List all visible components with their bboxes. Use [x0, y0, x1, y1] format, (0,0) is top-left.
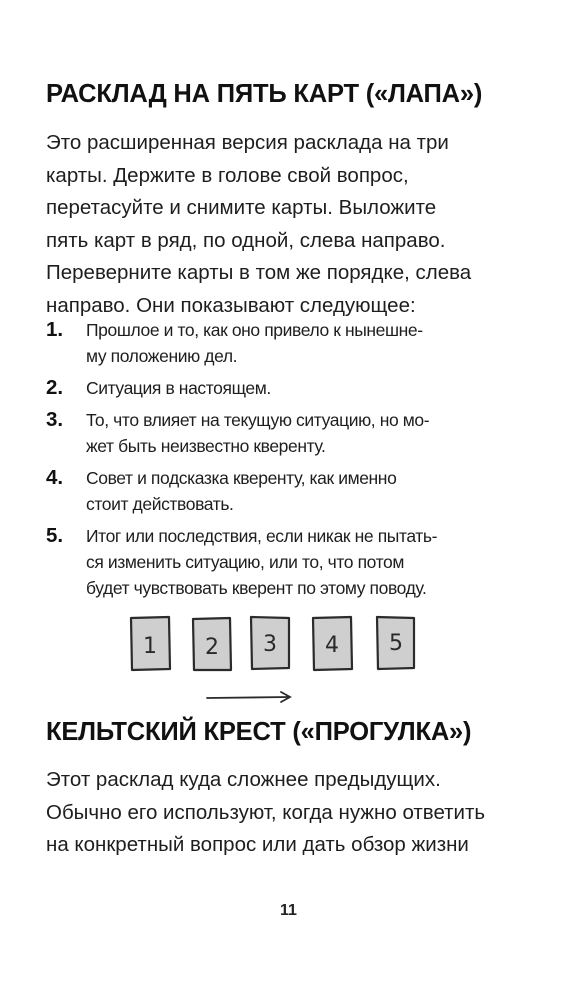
card-number: 2	[205, 635, 219, 660]
card	[313, 617, 352, 670]
list-item-line: жет быть неизвестно кверенту.	[86, 436, 326, 456]
list-item-line: Ситуация в настоящем.	[86, 378, 271, 398]
list-item	[46, 317, 546, 369]
list-item-line: му положению дел.	[86, 346, 238, 366]
list-item	[46, 407, 546, 459]
card	[193, 618, 231, 670]
list-item	[46, 375, 546, 401]
list-number: 1.	[46, 318, 64, 341]
card-positions-list	[46, 317, 546, 607]
card-number: 5	[389, 631, 403, 656]
card-number: 3	[263, 632, 277, 657]
paragraph-line: карты. Держите в голове свой вопрос,	[46, 163, 409, 187]
card	[377, 617, 414, 669]
list-item	[46, 465, 546, 517]
list-number: 4.	[46, 466, 64, 489]
card	[131, 617, 170, 670]
paragraph-line: пять карт в ряд, по одной, слева направо.	[46, 228, 446, 252]
list-item	[46, 523, 546, 601]
list-item-line: То, что влияет на текущую ситуацию, но мо-	[86, 410, 430, 430]
list-item-line: Итог или последствия, если никак не пытать-	[86, 526, 438, 546]
card-number: 4	[325, 633, 339, 658]
list-number: 2.	[46, 376, 64, 399]
list-number: 5.	[46, 524, 64, 547]
list-item-line: будет чувствовать кверент по этому поводу.	[86, 578, 427, 598]
arrow-right-icon	[207, 692, 290, 702]
card-number: 1	[143, 634, 157, 659]
list-item-line: стоит действовать.	[86, 494, 234, 514]
list-item-line: ся изменить ситуацию, или то, что потом	[86, 552, 404, 572]
paragraph-line: Переверните карты в том же порядке, слева	[46, 261, 472, 284]
list-item-line: Совет и подсказка кверенту, как именно	[86, 468, 397, 488]
paragraph-line: Это расширенная версия расклада на три	[46, 131, 449, 154]
list-item-line: Прошлое и то, как оно привело к нынешне-	[86, 320, 423, 340]
paragraph-line: Этот расклад куда сложнее предыдущих.	[46, 768, 441, 791]
list-number: 3.	[46, 408, 64, 431]
intro-paragraph	[46, 127, 546, 322]
section-heading-celtic-cross: КЕЛЬТСКИЙ КРЕСТ («ПРОГУЛКА»)	[46, 718, 472, 746]
paragraph-line: направо. Они показывают следующее:	[46, 293, 416, 317]
card	[251, 617, 289, 669]
page-number: 11	[280, 902, 297, 919]
paragraph-line: Обычно его используют, когда нужно ответить	[46, 800, 486, 824]
paragraph-line: перетасуйте и снимите карты. Выложите	[46, 196, 437, 219]
celtic-cross-paragraph	[46, 764, 546, 862]
paragraph-line: на конкретный вопрос или дать обзор жизни	[46, 833, 469, 856]
five-card-spread-illustration	[0, 606, 577, 716]
section-heading-five-card-spread: РАСКЛАД НА ПЯТЬ КАРТ («ЛАПА»)	[46, 80, 483, 108]
